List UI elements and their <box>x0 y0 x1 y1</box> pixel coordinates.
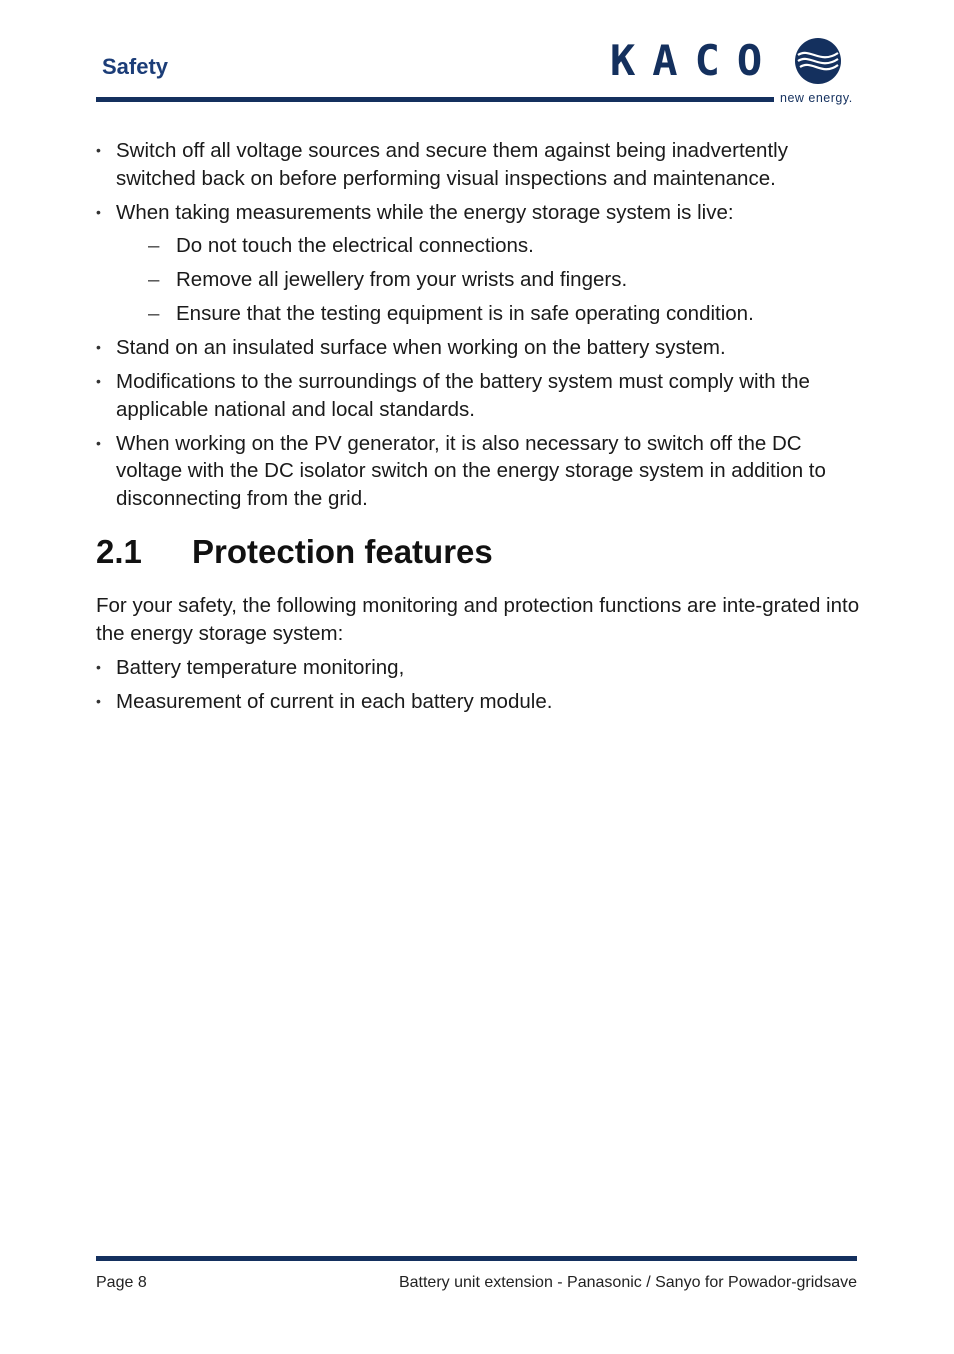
list-item: • When working on the PV generator, it is also necessary to switch off the DC voltage with the DC isolator switch on the energy storage system in addition to disconnecting from the grid. <box>96 430 860 513</box>
logo-tagline: new energy. <box>780 91 853 105</box>
list-item: • Switch off all voltage sources and secure them against being inadvertently switched back on before performing visual inspections and maintenance. <box>96 137 860 192</box>
page-content <box>96 137 860 722</box>
list-item: • Stand on an insulated surface when working on the battery system. <box>96 334 860 362</box>
sub-list-item: – Do not touch the electrical connections. <box>116 232 860 260</box>
protection-bullet-list <box>96 654 860 716</box>
kaco-logo-icon <box>794 37 842 85</box>
section-intro-paragraph: For your safety, the following monitoring and protection functions are inte-grated into the energy storage system: <box>96 594 860 645</box>
measurement-sub-list <box>116 232 860 328</box>
list-item-text: When taking measurements while the energy storage system is live: <box>116 200 734 224</box>
kaco-logo-text: KACO <box>610 36 780 85</box>
safety-bullet-list <box>96 137 860 512</box>
list-item: • Modifications to the surroundings of the battery system must comply with the applicable national and local standards. <box>96 368 860 423</box>
header-divider <box>96 97 774 102</box>
document-title: Battery unit extension - Panasonic / Sanyo for Powador-gridsave <box>398 1274 857 1291</box>
page-number: Page 8 <box>96 1274 147 1291</box>
list-item <box>96 199 860 328</box>
section-heading <box>96 532 860 572</box>
section-title: Protection features <box>192 533 493 570</box>
list-item: • Battery temperature monitoring, <box>96 654 860 682</box>
section-header-title: Safety <box>102 54 169 79</box>
footer-divider <box>96 1256 857 1261</box>
sub-list-item: – Ensure that the testing equipment is in safe operating condition. <box>116 300 860 328</box>
list-item: • Measurement of current in each battery module. <box>96 688 860 716</box>
section-number: 2.1 <box>96 533 142 570</box>
sub-list-item: – Remove all jewellery from your wrists and fingers. <box>116 266 860 294</box>
